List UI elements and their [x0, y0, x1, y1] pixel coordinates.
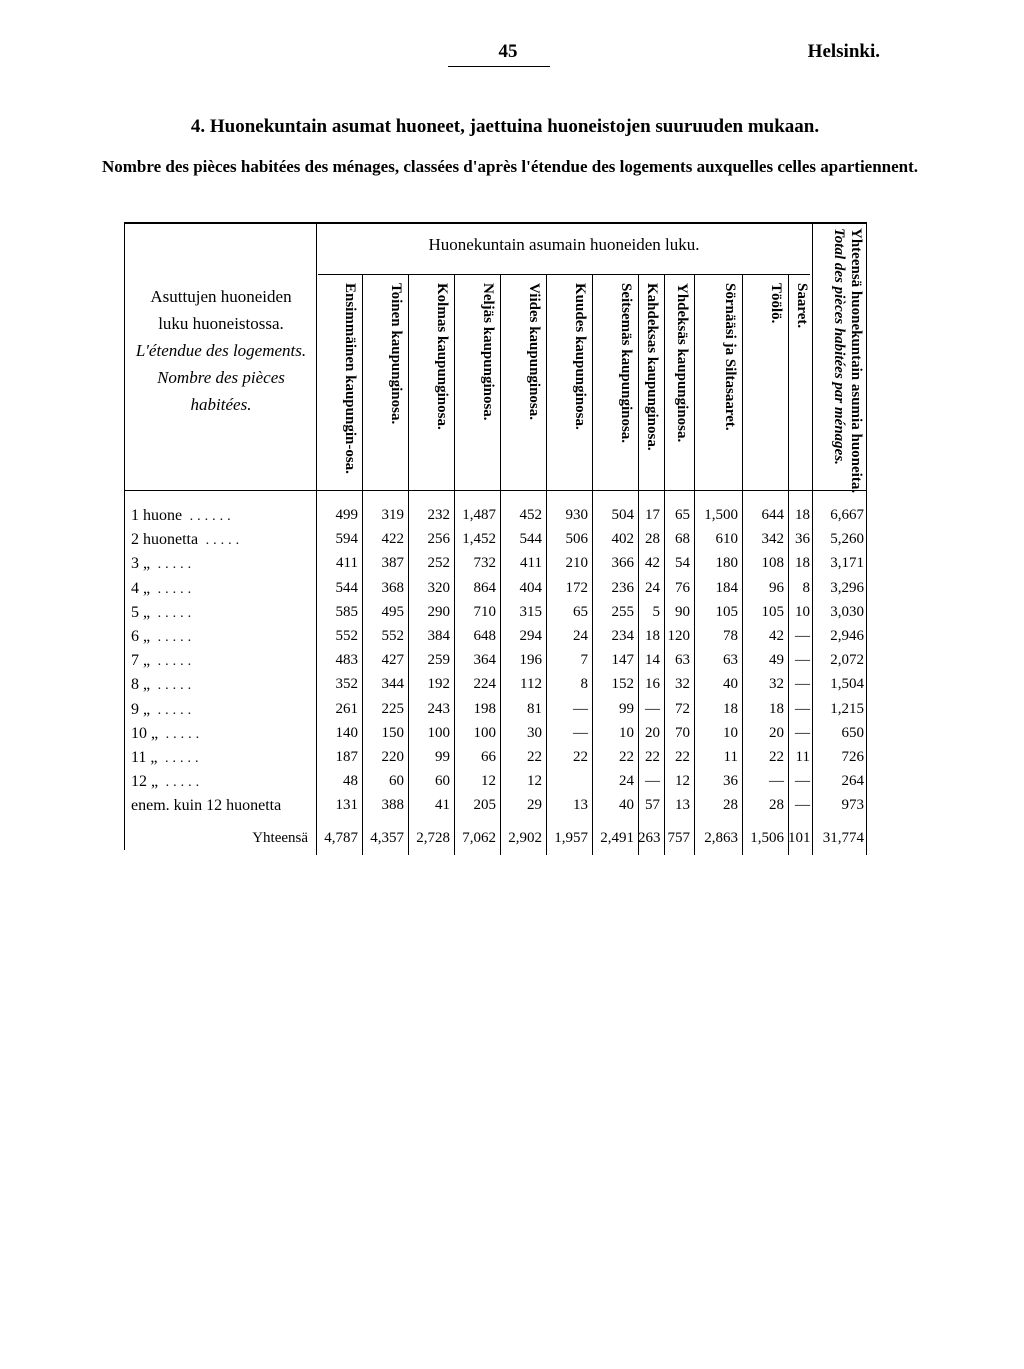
table-cell: 49: [769, 652, 784, 669]
table-cell: 366: [611, 555, 634, 572]
totals-row-cell: 263: [638, 829, 661, 846]
leader-dots: .....: [150, 630, 196, 645]
table-cell: 68: [675, 531, 690, 548]
table-cell: 10: [619, 724, 634, 741]
table-cell: —: [645, 700, 660, 717]
table-cell: 220: [381, 749, 404, 765]
row-label: [131, 555, 301, 573]
table-cell: 1,452: [462, 531, 496, 548]
row-label-text: 12 „: [131, 773, 159, 791]
totals-row-cell: 2,491: [600, 829, 634, 846]
table-cell: 131: [335, 797, 358, 814]
column-header: Yhdeksäs kaupunginosa.: [674, 283, 690, 443]
table-cell: 411: [520, 555, 542, 572]
table-cell: 552: [381, 628, 404, 644]
table-cell: 70: [675, 724, 690, 741]
table-cell: 65: [675, 507, 690, 523]
table-cell: 65: [573, 603, 588, 620]
table-cell: 224: [473, 676, 496, 693]
row-label: [131, 628, 301, 646]
table-cell: 28: [769, 797, 784, 814]
total-column-header: [818, 228, 864, 494]
table-cell: 16: [645, 676, 660, 693]
row-label-text: 2 huonetta: [131, 531, 199, 549]
column-header: Töölö.: [768, 283, 784, 324]
table-cell: 368: [381, 579, 404, 596]
table-cell: 252: [427, 555, 450, 572]
totals-row-label: Yhteensä: [252, 829, 308, 846]
table-cell: 60: [435, 773, 450, 790]
row-label: [131, 749, 301, 767]
leader-dots: .....: [158, 726, 204, 742]
table-cell: 120: [667, 628, 690, 644]
row-label-text: 3 „: [131, 555, 151, 573]
table-cell: 24: [619, 773, 634, 790]
row-label-text: 9 „: [131, 700, 151, 718]
leader-dots: .....: [157, 751, 203, 766]
table-cell: 10: [795, 603, 810, 620]
row-total-cell: 5,260: [830, 531, 864, 548]
row-label: [131, 725, 301, 743]
page-number: 45: [498, 41, 518, 62]
table-cell: 236: [611, 579, 634, 596]
table-cell: 99: [619, 700, 634, 717]
stub-left-rule: [124, 222, 125, 850]
table-cell: 11: [795, 749, 810, 765]
leader-dots: .....: [150, 557, 196, 573]
stub-header: [128, 283, 314, 418]
table-cell: 594: [335, 531, 358, 548]
table-cell: 644: [761, 507, 784, 523]
table-cell: 1,500: [704, 507, 738, 523]
leader-dots: .....: [150, 654, 196, 670]
table-cell: 150: [381, 724, 404, 741]
column-header: Kahdeksas kaupunginosa.: [644, 283, 660, 451]
table-cell: 105: [715, 603, 738, 620]
table-title-french: Nombre des pièces habitées des ménages, classées d'après l'étendue des logements auxquelles celles apartiennent.: [101, 157, 919, 176]
table-cell: 28: [645, 531, 660, 548]
table-cell: 63: [675, 652, 690, 669]
table-cell: 12: [527, 773, 542, 790]
row-total-cell: 3,030: [830, 603, 864, 620]
table-cell: —: [795, 628, 810, 644]
row-total-cell: 2,072: [830, 652, 864, 669]
row-label-text: 5 „: [131, 603, 151, 621]
column-rule: [812, 222, 813, 855]
table-top-rule: [124, 222, 866, 224]
stub-header-fr-line2: Nombre des pièces: [157, 368, 285, 387]
table-cell: 22: [527, 749, 542, 765]
table-cell: 499: [335, 507, 358, 523]
table-cell: 17: [645, 507, 660, 523]
table-cell: 506: [565, 531, 588, 548]
leader-dots: .....: [150, 581, 196, 597]
row-label: [131, 580, 301, 598]
leader-dots: .....: [150, 702, 196, 718]
table-cell: 28: [723, 797, 738, 814]
table-cell: 105: [761, 603, 784, 620]
stub-header-fi-line1: Asuttujen huoneiden: [150, 287, 292, 306]
totals-row-cell: 1,957: [554, 829, 588, 846]
row-label: [131, 604, 301, 622]
table-cell: 22: [619, 749, 634, 765]
table-cell: 140: [335, 724, 358, 741]
table-cell: 319: [381, 507, 404, 523]
table-cell: 100: [473, 724, 496, 741]
table-cell: 14: [645, 652, 660, 669]
table-cell: 63: [723, 652, 738, 669]
table-cell: 648: [473, 628, 496, 644]
table-cell: 1,487: [462, 507, 496, 523]
leader-dots: ......: [182, 509, 235, 524]
row-label: [131, 507, 301, 525]
table-cell: 18: [645, 628, 660, 644]
total-header-fr: Total des pièces habitées par ménages.: [831, 228, 847, 465]
column-header: Viides kaupunginosa.: [526, 283, 542, 421]
row-total-cell: 3,296: [830, 579, 864, 596]
table-cell: 187: [335, 749, 358, 765]
table-cell: 180: [715, 555, 738, 572]
table-cell: 12: [481, 773, 496, 790]
table-cell: 732: [473, 555, 496, 572]
row-total-cell: 6,667: [830, 507, 864, 523]
table-cell: 11: [723, 749, 738, 765]
table-cell: 320: [427, 579, 450, 596]
table-cell: 22: [769, 749, 784, 765]
table-cell: 22: [675, 749, 690, 765]
table-cell: 404: [519, 579, 542, 596]
totals-row-cell: 101: [788, 829, 811, 846]
table-cell: 13: [675, 797, 690, 814]
table-cell: 48: [343, 773, 358, 790]
table-cell: 18: [795, 507, 810, 523]
table-cell: —: [795, 797, 810, 814]
table-cell: 18: [723, 700, 738, 717]
column-header: Saaret.: [794, 283, 810, 329]
totals-row-cell: 2,728: [416, 829, 450, 846]
table-cell: 22: [645, 749, 660, 765]
row-total-cell: 650: [841, 724, 864, 741]
table-cell: 544: [519, 531, 542, 548]
table-cell: 261: [335, 700, 358, 717]
group-header: Huonekuntain asumain huoneiden luku.: [428, 235, 700, 254]
table-cell: 290: [427, 603, 450, 620]
leader-dots: .....: [150, 678, 196, 694]
table-cell: 18: [769, 700, 784, 717]
table-cell: 96: [769, 579, 784, 596]
table-cell: 60: [389, 773, 404, 790]
table-right-rule: [866, 222, 867, 855]
table-cell: 294: [519, 628, 542, 644]
column-header: Kolmas kaupunginosa.: [434, 283, 450, 430]
table-cell: 32: [675, 676, 690, 693]
table-cell: 29: [527, 797, 542, 814]
column-header: Toinen kaupunginosa.: [388, 283, 404, 425]
column-header: Kuudes kaupunginosa.: [572, 283, 588, 430]
total-header-fi: Yhteensä huonekuntain asumia huoneita.: [848, 228, 864, 494]
table-cell: 352: [335, 676, 358, 693]
table-cell: 388: [381, 797, 404, 814]
header-bottom-rule: [124, 490, 866, 491]
table-cell: 364: [473, 652, 496, 669]
table-cell: 483: [335, 652, 358, 669]
stub-header-fr-line1: L'étendue des logements.: [135, 341, 307, 360]
page-number-rule: [448, 66, 550, 67]
totals-row-cell: 2,902: [508, 829, 542, 846]
row-label: [131, 676, 301, 694]
row-total-cell: 3,171: [830, 555, 864, 572]
table-cell: 40: [723, 676, 738, 693]
grand-total-cell: 31,774: [822, 829, 864, 846]
row-label-text: enem. kuin 12 huonetta: [131, 797, 282, 815]
table-cell: 256: [427, 531, 450, 548]
table-cell: —: [769, 773, 784, 790]
table-cell: 18: [795, 555, 810, 572]
leader-dots: .....: [150, 605, 196, 621]
table-cell: 172: [565, 579, 588, 596]
column-header: Sörnääsi ja Siltasaaret.: [722, 283, 738, 431]
totals-row-cell: 4,357: [370, 829, 404, 846]
stub-header-fr-line3: habitées.: [190, 395, 252, 414]
row-label: [131, 773, 301, 791]
table-cell: —: [795, 676, 810, 693]
table-cell: 196: [519, 652, 542, 669]
table-cell: 427: [381, 652, 404, 669]
leader-dots: .....: [198, 533, 244, 549]
row-label-text: 6 „: [131, 628, 151, 645]
stub-header-fi-line2: luku huoneistossa.: [158, 314, 284, 333]
table-cell: 100: [427, 724, 450, 741]
table-cell: 20: [769, 724, 784, 741]
totals-row-cell: 7,062: [462, 829, 496, 846]
totals-row-cell: 4,787: [324, 829, 358, 846]
table-cell: 344: [381, 676, 404, 693]
table-cell: 32: [769, 676, 784, 693]
table-cell: 552: [335, 628, 358, 644]
table-cell: 205: [473, 797, 496, 814]
table-cell: 315: [519, 603, 542, 620]
table-cell: 36: [795, 531, 810, 548]
table-cell: 12: [675, 773, 690, 790]
table-cell: 76: [675, 579, 690, 596]
table-cell: 13: [573, 797, 588, 814]
table-cell: 108: [761, 555, 784, 572]
table-cell: 452: [519, 507, 542, 523]
table-cell: 184: [715, 579, 738, 596]
table-cell: 387: [381, 555, 404, 572]
table-cell: —: [795, 652, 810, 669]
table-cell: 402: [611, 531, 634, 548]
table-cell: 243: [427, 700, 450, 717]
row-total-cell: 2,946: [830, 628, 864, 644]
table-cell: —: [795, 700, 810, 717]
table-cell: 20: [645, 724, 660, 741]
table-cell: 90: [675, 603, 690, 620]
table-cell: 192: [427, 676, 450, 693]
row-total-cell: 264: [841, 773, 864, 790]
row-total-cell: 1,215: [830, 700, 864, 717]
table-cell: 22: [573, 749, 588, 765]
table-cell: 8: [580, 676, 588, 693]
row-label-text: 10 „: [131, 724, 159, 742]
table-cell: 152: [611, 676, 634, 693]
table-title-finnish: 4. Huonekuntain asumat huoneet, jaettuina huoneistojen suuruuden mukaan.: [190, 116, 820, 137]
table-cell: 81: [527, 700, 542, 717]
table-cell: 54: [675, 555, 690, 572]
row-label-text: 11 „: [131, 749, 158, 766]
table-cell: 42: [769, 628, 784, 644]
column-header: Neljäs kaupunginosa.: [480, 283, 496, 421]
running-head: Helsinki.: [807, 41, 880, 62]
table-cell: 40: [619, 797, 634, 814]
table-cell: 41: [435, 797, 450, 814]
table-cell: 30: [527, 724, 542, 741]
table-cell: 411: [336, 555, 358, 572]
table-cell: 198: [473, 700, 496, 717]
table-cell: 232: [427, 507, 450, 523]
table-cell: 259: [427, 652, 450, 669]
row-label: [131, 531, 301, 549]
table-cell: —: [573, 700, 588, 717]
row-total-cell: 1,504: [830, 676, 864, 693]
table-cell: —: [645, 773, 660, 790]
table-cell: 5: [652, 603, 660, 620]
table-cell: 864: [473, 579, 496, 596]
table-cell: 99: [435, 749, 450, 765]
row-label-text: 8 „: [131, 676, 151, 694]
table-cell: 342: [761, 531, 784, 548]
table-cell: 42: [645, 555, 660, 572]
table-cell: 234: [611, 628, 634, 644]
row-label: [131, 797, 301, 815]
totals-row-cell: 757: [667, 829, 690, 846]
table-cell: 544: [335, 579, 358, 596]
table-cell: 57: [645, 797, 660, 814]
row-label-text: 1 huone: [131, 507, 183, 524]
table-cell: 78: [723, 628, 738, 644]
table-cell: —: [573, 724, 588, 741]
row-label-text: 4 „: [131, 579, 151, 597]
table-cell: 36: [723, 773, 738, 790]
table-cell: 7: [580, 652, 588, 669]
table-cell: 422: [381, 531, 404, 548]
leader-dots: .....: [158, 775, 204, 791]
table-cell: 24: [645, 579, 660, 596]
row-total-cell: 973: [841, 797, 864, 814]
table-cell: 384: [427, 628, 450, 644]
table-cell: 610: [715, 531, 738, 548]
table-cell: —: [795, 773, 810, 790]
table-cell: 710: [473, 603, 496, 620]
table-cell: 585: [335, 603, 358, 620]
table-cell: 8: [802, 579, 810, 596]
totals-row-cell: 1,506: [750, 829, 784, 846]
table-cell: 112: [520, 676, 542, 693]
table-cell: 210: [565, 555, 588, 572]
table-cell: 66: [481, 749, 496, 765]
row-label-text: 7 „: [131, 652, 151, 670]
table-cell: 495: [381, 603, 404, 620]
row-label: [131, 701, 301, 719]
table-cell: 255: [611, 603, 634, 620]
table-cell: 72: [675, 700, 690, 717]
column-header: Seitsemäs kaupunginosa.: [618, 283, 634, 444]
table-cell: —: [795, 724, 810, 741]
table-cell: 24: [573, 628, 588, 644]
table-cell: 930: [565, 507, 588, 523]
row-total-cell: 726: [841, 749, 864, 765]
row-label: [131, 652, 301, 670]
group-header-rule: [318, 274, 810, 275]
totals-row-cell: 2,863: [704, 829, 738, 846]
table-cell: 225: [381, 700, 404, 717]
table-cell: 504: [611, 507, 634, 523]
table-cell: 10: [723, 724, 738, 741]
column-header: Ensimmäinen kaupungin-osa.: [342, 283, 358, 474]
table-cell: 147: [611, 652, 634, 669]
